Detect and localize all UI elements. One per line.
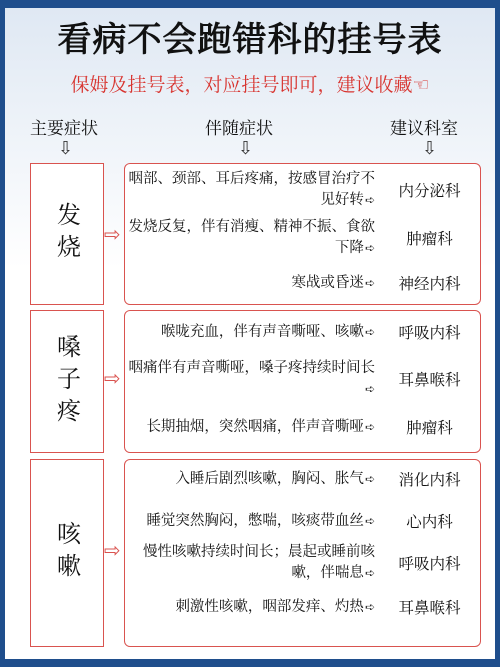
pointer-icon: ➪	[364, 419, 375, 434]
table-row	[125, 357, 480, 401]
pointer-icon: ➪	[364, 471, 375, 486]
department-label: 耳鼻喉科	[398, 599, 461, 617]
page-subtitle: 保姆及挂号表，对应挂号即可，建议收藏☜	[70, 74, 430, 96]
right-arrow-icon: ⇨	[104, 222, 121, 246]
department-label: 内分泌科	[398, 182, 461, 200]
detail-box	[124, 310, 481, 453]
table-row	[125, 506, 480, 536]
table-row	[125, 540, 480, 586]
pointer-icon: ➪	[364, 324, 375, 339]
symptom-label: 咳嗽	[52, 521, 81, 585]
department-label: 呼吸内科	[398, 324, 461, 342]
column-header-main: 主要症状	[30, 119, 98, 139]
symptom-desc: 咽部、颈部、耳后疼痛，按感冒治疗不见好转	[128, 171, 375, 208]
pointer-icon: ➪	[364, 513, 375, 528]
symptom-desc: 咽痛伴有声音嘶哑，嗓子疼持续时间长	[128, 360, 375, 376]
detail-box	[124, 459, 481, 647]
pointer-icon: ➪	[364, 241, 375, 255]
right-arrow-icon: ⇨	[104, 366, 121, 390]
right-arrow-icon: ⇨	[104, 538, 121, 562]
department-label: 耳鼻喉科	[398, 371, 461, 389]
down-arrow-icon: ⇩	[58, 138, 74, 159]
symptom-desc: 慢性咳嗽持续时间长；晨起或睡前咳嗽，伴喘息	[143, 544, 375, 581]
detail-box	[124, 163, 481, 305]
department-label: 呼吸内科	[398, 555, 461, 573]
table-row	[125, 317, 480, 347]
pointer-icon: ➪	[364, 566, 375, 580]
table-row	[125, 216, 480, 260]
department-label: 神经内科	[398, 275, 461, 293]
symptom-label: 嗓子疼	[52, 333, 81, 430]
table-row	[125, 168, 480, 212]
department-label: 心内科	[406, 513, 453, 531]
symptom-desc: 睡觉突然胸闷，憋喘，咳痰带血丝	[146, 512, 364, 529]
table-row	[125, 268, 480, 298]
symptom-label: 发烧	[52, 202, 81, 266]
page-title: 看病不会跑错科的挂号表	[57, 20, 443, 60]
symptom-box	[30, 310, 104, 453]
department-label: 肿瘤科	[406, 419, 453, 437]
pointer-icon: ➪	[364, 275, 375, 290]
down-arrow-icon: ⇩	[422, 138, 438, 159]
pointer-icon: ➪	[364, 382, 375, 396]
department-label: 消化内科	[398, 471, 461, 489]
table-row	[125, 405, 480, 449]
pointer-icon: ➪	[364, 193, 375, 207]
column-header-dept: 建议科室	[390, 119, 458, 139]
symptom-desc: 长期抽烟，突然咽痛，伴声音嘶哑	[146, 418, 364, 435]
column-header-accompany: 伴随症状	[205, 119, 273, 139]
symptom-desc: 寒战或昏迷	[291, 274, 364, 291]
table-row	[125, 592, 480, 622]
symptom-box	[30, 459, 104, 647]
down-arrow-icon: ⇩	[238, 138, 254, 159]
symptom-desc: 刺激性咳嗽，咽部发痒、灼热	[175, 598, 364, 615]
pointer-icon: ➪	[364, 599, 375, 614]
symptom-desc: 入睡后剧烈咳嗽，胸闷、胀气	[175, 470, 364, 487]
symptom-desc: 喉咙充血，伴有声音嘶哑、咳嗽	[160, 323, 364, 340]
symptom-box	[30, 163, 104, 305]
table-row	[125, 464, 480, 494]
symptom-desc: 发烧反复，伴有消瘦、精神不振、食欲下降	[128, 219, 375, 256]
department-label: 肿瘤科	[406, 230, 453, 248]
